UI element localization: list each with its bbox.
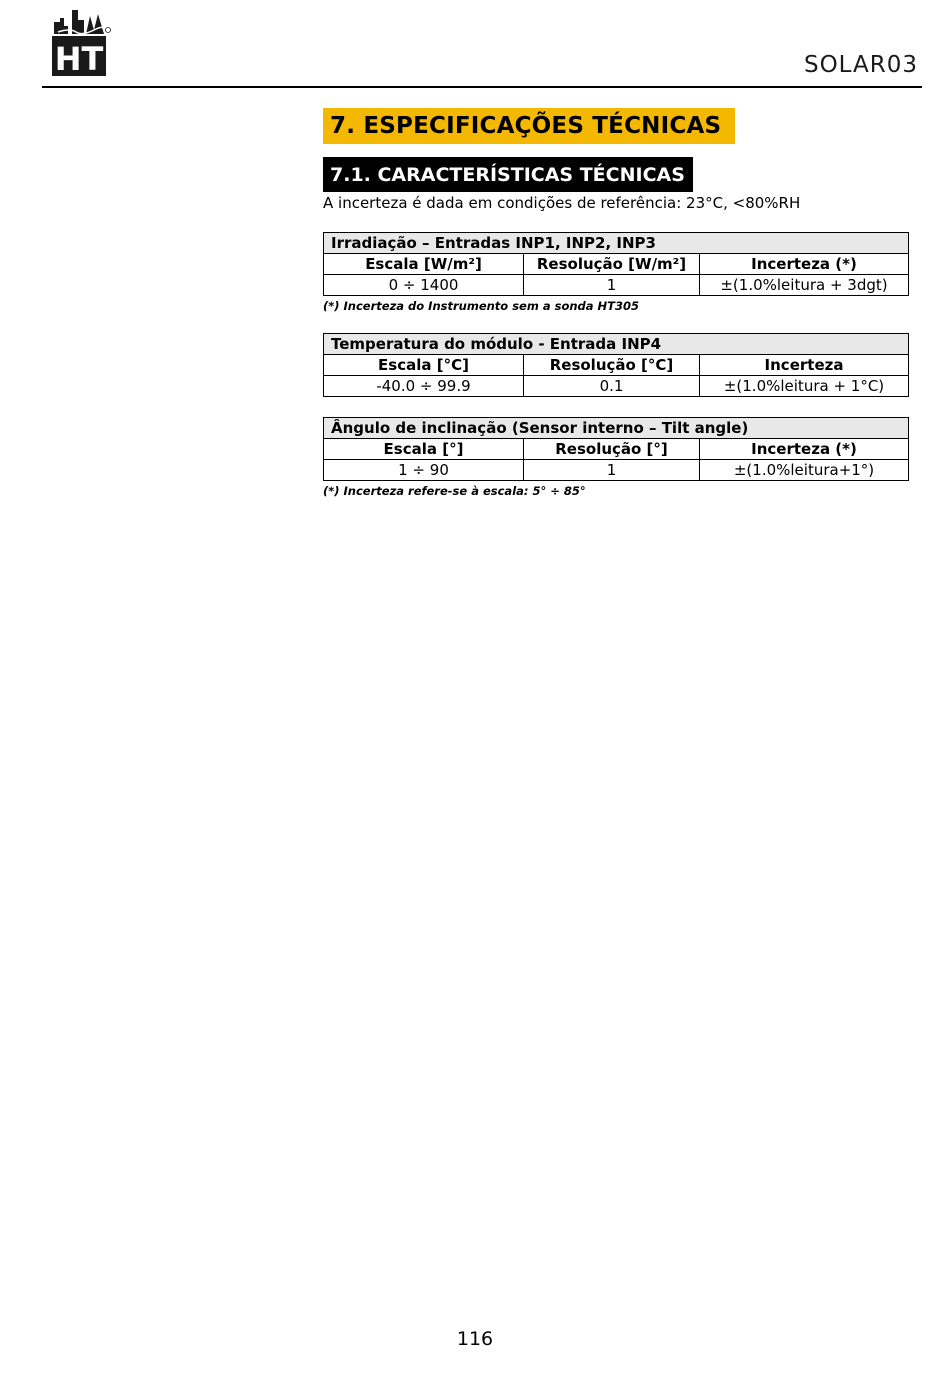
table-note: (*) Incerteza do Instrumento sem a sonda HT305 <box>323 299 640 313</box>
header-rule <box>42 86 922 88</box>
table-title: Temperatura do módulo - Entrada INP4 <box>324 334 909 355</box>
column-header: Resolução [°C] <box>524 355 700 376</box>
table-cell: 1 <box>524 460 700 481</box>
column-header: Incerteza (*) <box>700 254 909 275</box>
table-cell: 0.1 <box>524 376 700 397</box>
table-title: Irradiação – Entradas INP1, INP2, INP3 <box>324 233 909 254</box>
column-header: Incerteza (*) <box>700 439 909 460</box>
page-number: 116 <box>456 1328 494 1350</box>
table-cell: 1 ÷ 90 <box>324 460 524 481</box>
table-cell: 1 <box>524 275 700 296</box>
column-header: Escala [°] <box>324 439 524 460</box>
logo-text: HT <box>54 40 104 78</box>
tilt-angle-spec-table <box>323 417 909 481</box>
subsection-heading: 7.1. CARACTERÍSTICAS TÉCNICAS <box>323 157 693 192</box>
table-cell: 0 ÷ 1400 <box>324 275 524 296</box>
intro-text: A incerteza é dada em condições de referência: 23°C, <80%RH <box>323 194 801 212</box>
module-temperature-spec-table <box>323 333 909 397</box>
table-cell: ±(1.0%leitura+1°) <box>700 460 909 481</box>
column-header: Escala [°C] <box>324 355 524 376</box>
table-cell: ±(1.0%leitura + 3dgt) <box>700 275 909 296</box>
table-cell: -40.0 ÷ 99.9 <box>324 376 524 397</box>
table-row <box>324 376 909 397</box>
document-name: SOLAR03 <box>803 52 918 78</box>
ht-logo <box>50 10 112 78</box>
irradiance-spec-table <box>323 232 909 296</box>
table-row <box>324 275 909 296</box>
table-cell: ±(1.0%leitura + 1°C) <box>700 376 909 397</box>
column-header: Resolução [°] <box>524 439 700 460</box>
table-title: Ângulo de inclinação (Sensor interno – Tilt angle) <box>324 418 909 439</box>
section-heading: 7. ESPECIFICAÇÕES TÉCNICAS <box>323 108 735 144</box>
column-header: Escala [W/m²] <box>324 254 524 275</box>
main-content <box>323 108 908 498</box>
column-header: Resolução [W/m²] <box>524 254 700 275</box>
table-note: (*) Incerteza refere-se à escala: 5° ÷ 85° <box>323 484 586 498</box>
table-row <box>324 460 909 481</box>
column-header: Incerteza <box>700 355 909 376</box>
